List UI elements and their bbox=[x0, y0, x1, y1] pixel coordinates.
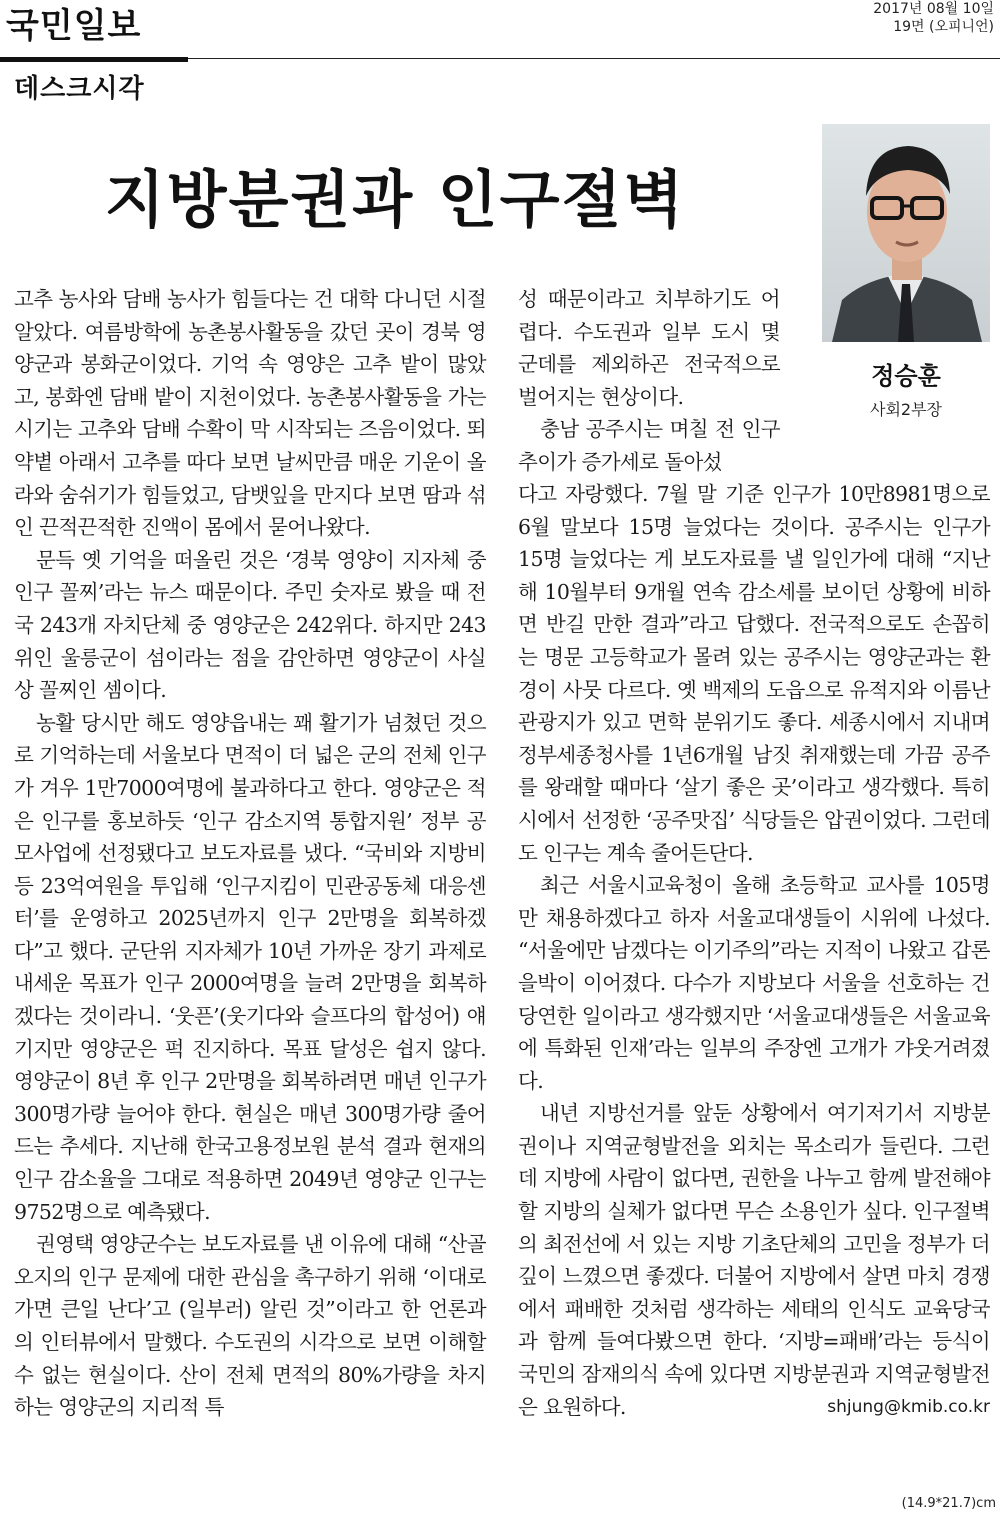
article-dimensions: (14.9*21.7)cm bbox=[901, 1496, 996, 1511]
issue-date: 2017년 08월 10일 bbox=[873, 1, 994, 17]
section-label: 데스크시각 bbox=[14, 74, 145, 104]
article-paragraph: 고추 농사와 담배 농사가 힘들다는 건 대학 다니던 시절 알았다. 여름방학에 농촌봉사활동을 갔던 곳이 경북 영양군과 봉화군이었다. 기억 속 영양은 고추 밭이 많았고, 봉화엔 담배 밭이 지천이었다. 농촌봉사활동을 가는 시기는 고추와 담배 수확이 막 시작되는 즈음이었다. 뙤약볕 아래서 고추를 따다 보면 날씨만큼 매운 기운이 올라와 숨쉬기가 힘들었고, 담뱃잎을 만지다 보면 땀과 섞인 끈적끈적한 진액이 몸에서 묻어나왔다. bbox=[14, 287, 486, 540]
article-column-right-top bbox=[518, 283, 780, 479]
author-name: 정승훈 bbox=[871, 362, 941, 390]
article-paragraph: 권영택 영양군수는 보도자료를 낸 이유에 대해 “산골 오지의 인구 문제에 대한 관심을 촉구하기 위해 ‘이대로 가면 큰일 난다’고 (일부러) 알린 것”이라고 한 언론과의 인터뷰에서 말했다. 수도권의 시각으로 보면 이해할 수 없는 현실이다. 산이 전체 면적의 80%가량을 차지하는 영양군의 지리적 특 bbox=[14, 1232, 486, 1420]
article-paragraph: 내년 지방선거를 앞둔 상황에서 여기저기서 지방분권이나 지역균형발전을 외치는 목소리가 들린다. 그런데 지방에 사람이 없다면, 권한을 나누고 함께 발전해야 할 지방의 실체가 없다면 무슨 소용인가 싶다. 인구절벽의 최전선에 서 있는 지방 기초단체의 고민을 정부가 더 깊이 느꼈으면 좋겠다. 더불어 지방에서 살면 마치 경쟁에서 패배한 것처럼 생각하는 세태의 인식도 교육당국과 함께 들여다봤으면 한다. ‘지방=패배’라는 등식이 국민의 잠재의식 속에 있다면 지방분권과 지역균형발전은 요원하다. bbox=[518, 1101, 990, 1419]
article-column-left bbox=[14, 283, 486, 1424]
author-portrait-icon bbox=[822, 124, 990, 342]
newspaper-logo: 국민일보 bbox=[6, 6, 142, 46]
article-paragraph: 다고 자랑했다. 7월 말 기준 인구가 10만8981명으로 6월 말보다 15명 늘었다는 것이다. 공주시는 인구가 15명 늘었다는 게 보도자료를 낼 일인가에 대해 “지난해 10월부터 9개월 연속 감소세를 보이던 상황에 비하면 반길 만한 결과”라고 답했다. 전국적으로도 손꼽히는 명문 고등학교가 몰려 있는 공주시는 영양군과는 환경이 사뭇 다르다. 옛 백제의 도읍으로 유적지와 이름난 관광지가 있고 면학 분위기도 좋다. 세종시에서 지내며 정부세종청사를 1년6개월 남짓 취재했는데 가끔 공주를 왕래할 때마다 ‘살기 좋은 곳’이라고 생각했다. 특히 시에서 선정한 ‘공주맛집’ 식당들은 압권이었다. 그런데도 인구는 계속 줄어든단다. bbox=[518, 482, 990, 865]
masthead bbox=[0, 0, 1000, 60]
author-byline bbox=[822, 356, 990, 420]
author-email: shjung@kmib.co.kr bbox=[827, 1397, 990, 1418]
article-paragraph: 충남 공주시는 며칠 전 인구 추이가 증가세로 돌아섰 bbox=[518, 417, 780, 474]
author-photo bbox=[822, 124, 990, 342]
article-paragraph: 문득 옛 기억을 떠올린 것은 ‘경북 영양이 지자체 중 인구 꼴찌’라는 뉴스 때문이다. 주민 숫자로 봤을 때 전국 243개 자치단체 중 영양군은 242위다. 하지만 243위인 울릉군이 섬이라는 점을 감안하면 영양군이 사실상 꼴찌인 셈이다. bbox=[14, 547, 486, 703]
headline: 지방분권과 인구절벽 bbox=[104, 163, 686, 236]
article-column-right bbox=[518, 478, 990, 1424]
article-paragraph: 농활 당시만 해도 영양읍내는 꽤 활기가 넘쳤던 것으로 기억하는데 서울보다 면적이 더 넓은 군의 전체 인구가 겨우 1만7000여명에 불과하다고 한다. 영양군은 적은 인구를 홍보하듯 ‘인구 감소지역 통합지원’ 정부 공모사업에 선정됐다고 보도자료를 냈다. “국비와 지방비 등 23억여원을 투입해 ‘인구지킴이 민관공동체 대응센터’를 운영하고 2025년까지 인구 2만명을 회복하겠다”고 했다. 군단위 지자체가 10년 가까운 장기 과제로 내세운 목표가 인구 2000여명을 늘려 2만명을 회복하겠다는 것이라니. ‘웃픈’(웃기다와 슬프다의 합성어) 얘기지만 영양군은 퍽 진지하다. 목표 달성은 쉽지 않다. 영양군이 8년 후 인구 2만명을 회복하려면 매년 인구가 300명가량 늘어야 한다. 현실은 매년 300명가량 줄어드는 추세다. 지난해 한국고용정보원 분석 결과 현재의 인구 감소율을 그대로 적용하면 2049년 영양군 인구는 9752명으로 예측됐다. bbox=[14, 710, 486, 1224]
section-rule bbox=[0, 57, 188, 62]
author-title: 사회2부장 bbox=[869, 400, 942, 419]
article-paragraph: 최근 서울시교육청이 올해 초등학교 교사를 105명만 채용하겠다고 하자 서울교대생들이 시위에 나섰다. “서울에만 남겠다는 이기주의”라는 지적이 나왔고 갑론을박이 이어졌다. 다수가 지방보다 서울을 선호하는 건 당연한 일이라고 생각했지만 ‘서울교대생들은 서울교육에 특화된 인재’라는 일부의 주장엔 고개가 갸웃거려졌다. bbox=[518, 873, 990, 1093]
issue-info bbox=[873, 0, 994, 36]
article-paragraph: 성 때문이라고 치부하기도 어렵다. 수도권과 일부 도시 몇 군데를 제외하곤 전국적으로 벌어지는 현상이다. bbox=[518, 287, 780, 409]
issue-page: 19면 (오피니언) bbox=[893, 19, 994, 35]
